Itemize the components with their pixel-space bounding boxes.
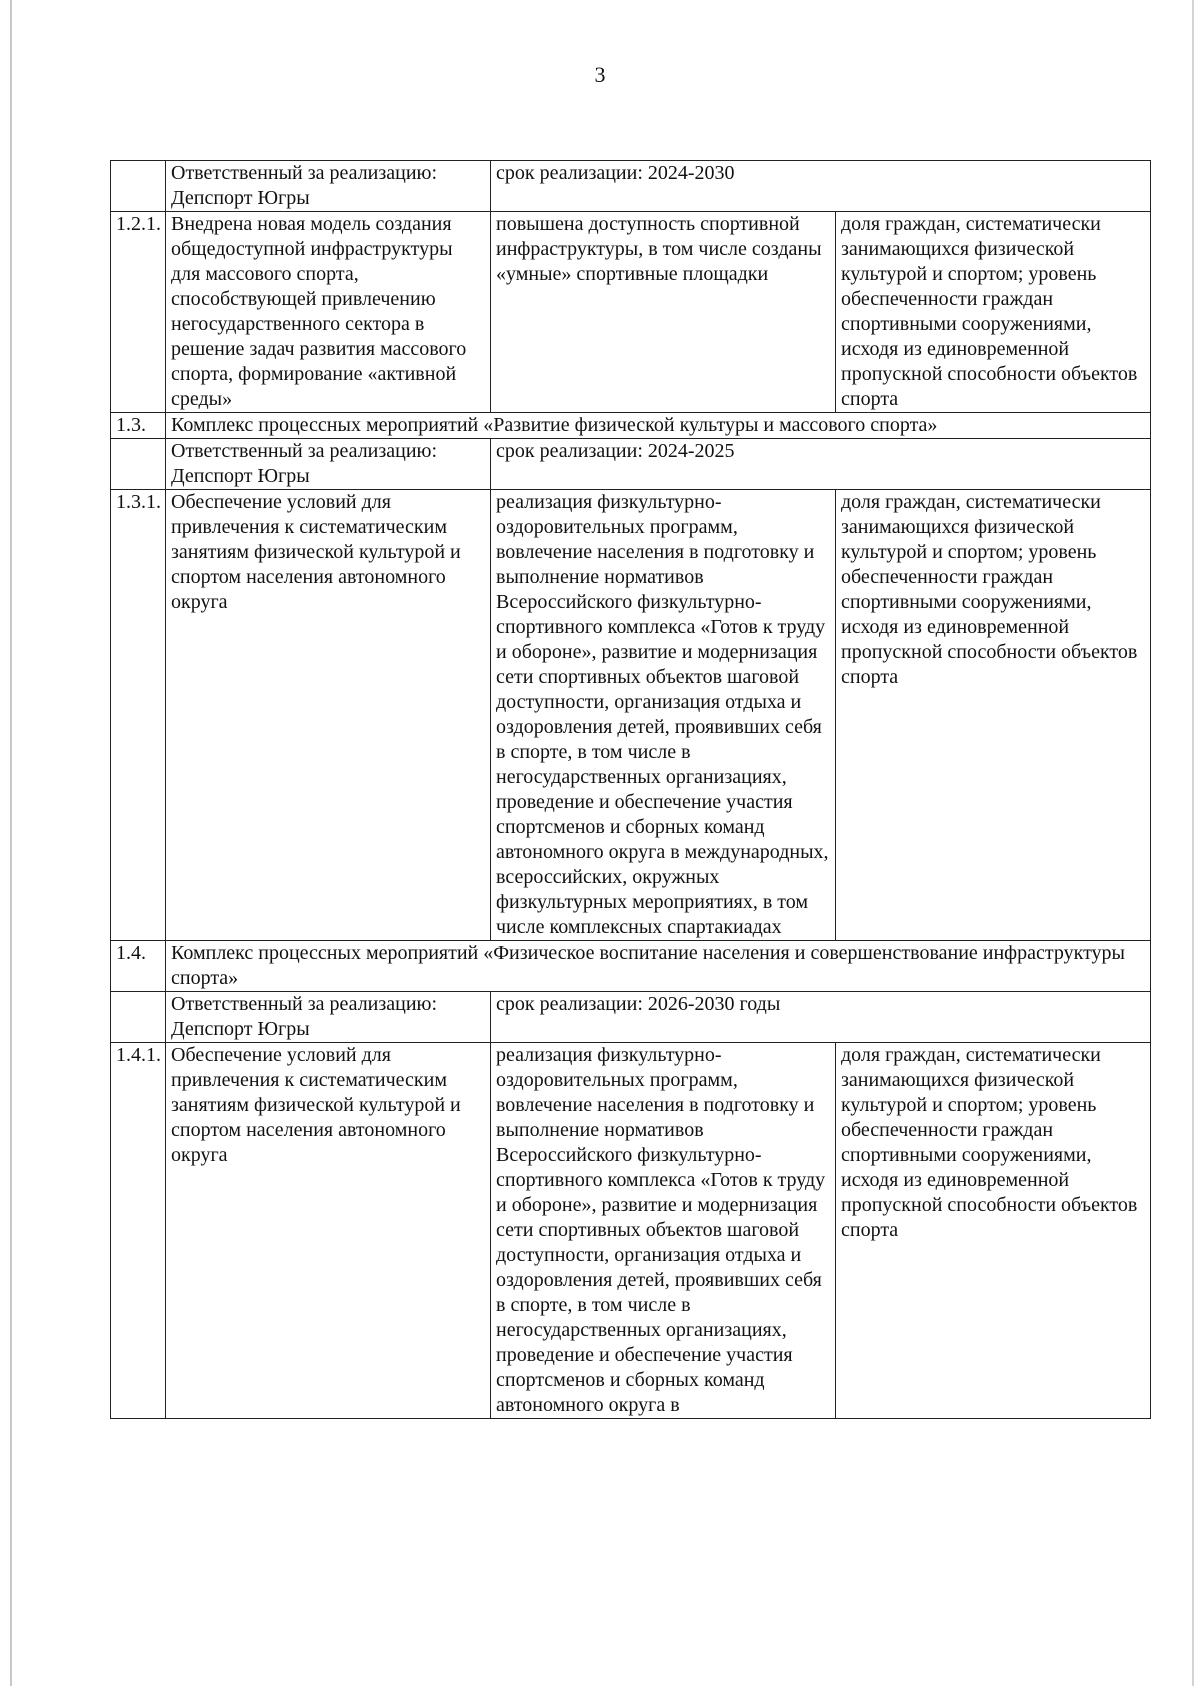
section-header-row — [111, 941, 1151, 992]
responsible-cell: Ответственный за реализацию: Депспорт Югры — [166, 161, 491, 212]
deadline-cell: срок реализации: 2024-2025 — [491, 439, 1151, 490]
item-task: Внедрена новая модель создания общедоступной инфраструктуры для массового спорта, способствующей привлечению негосударственного сектора в решение задач развития массового спорта, формирование «активной среды» — [166, 212, 491, 413]
item-indicator: доля граждан, систематически занимающихся физической культурой и спортом; уровень обеспеченности граждан спортивными сооружениями, исходя из единовременной пропускной способности объектов спорта — [836, 490, 1151, 941]
scan-edge-left — [10, 0, 12, 1686]
empty-num-cell — [111, 439, 166, 490]
table-row — [111, 212, 1151, 413]
item-task: Обеспечение условий для привлечения к систематическим занятиям физической культурой и спортом населения автономного округа — [166, 490, 491, 941]
responsible-row — [111, 161, 1151, 212]
deadline-cell: срок реализации: 2026-2030 годы — [491, 992, 1151, 1043]
item-result: реализация физкультурно-оздоровительных программ, вовлечение населения в подготовку и выполнение нормативов Всероссийского физкультурно-спортивного комплекса «Готов к труду и обороне», развитие и модернизация сети спортивных объектов шаговой доступности, организация отдыха и оздоровления детей, проявивших себя в спорте, в том числе в негосударственных организациях, проведение и обеспечение участия спортсменов и сборных команд автономного округа в международных, всероссийских, окружных физкультурных мероприятиях, в том числе комплексных спартакиадах — [491, 490, 836, 941]
responsible-cell: Ответственный за реализацию: Депспорт Югры — [166, 439, 491, 490]
section-title: Комплекс процессных мероприятий «Развитие физической культуры и массового спорта» — [166, 413, 1151, 439]
measures-table — [110, 160, 1151, 1419]
item-result: повышена доступность спортивной инфраструктуры, в том числе созданы «умные» спортивные площадки — [491, 212, 836, 413]
item-number: 1.2.1. — [111, 212, 166, 413]
section-number: 1.4. — [111, 941, 166, 992]
section-header-row — [111, 413, 1151, 439]
responsible-row — [111, 439, 1151, 490]
empty-num-cell — [111, 992, 166, 1043]
responsible-row — [111, 992, 1151, 1043]
section-number: 1.3. — [111, 413, 166, 439]
empty-num-cell — [111, 161, 166, 212]
item-number: 1.4.1. — [111, 1043, 166, 1419]
scan-edge-right — [1192, 0, 1194, 1686]
item-indicator: доля граждан, систематически занимающихся физической культурой и спортом; уровень обеспеченности граждан спортивными сооружениями, исходя из единовременной пропускной способности объектов спорта — [836, 212, 1151, 413]
table-row — [111, 490, 1151, 941]
section-title: Комплекс процессных мероприятий «Физическое воспитание населения и совершенствование инфраструктуры спорта» — [166, 941, 1151, 992]
item-task: Обеспечение условий для привлечения к систематическим занятиям физической культурой и спортом населения автономного округа — [166, 1043, 491, 1419]
deadline-cell: срок реализации: 2024-2030 — [491, 161, 1151, 212]
page-number: 3 — [594, 62, 606, 87]
item-result: реализация физкультурно-оздоровительных программ, вовлечение населения в подготовку и выполнение нормативов Всероссийского физкультурно-спортивного комплекса «Готов к труду и обороне», развитие и модернизация сети спортивных объектов шаговой доступности, организация отдыха и оздоровления детей, проявивших себя в спорте, в том числе в негосударственных организациях, проведение и обеспечение участия спортсменов и сборных команд автономного округа в — [491, 1043, 836, 1419]
item-indicator: доля граждан, систематически занимающихся физической культурой и спортом; уровень обеспеченности граждан спортивными сооружениями, исходя из единовременной пропускной способности объектов спорта — [836, 1043, 1151, 1419]
table-row — [111, 1043, 1151, 1419]
item-number: 1.3.1. — [111, 490, 166, 941]
responsible-cell: Ответственный за реализацию: Депспорт Югры — [166, 992, 491, 1043]
